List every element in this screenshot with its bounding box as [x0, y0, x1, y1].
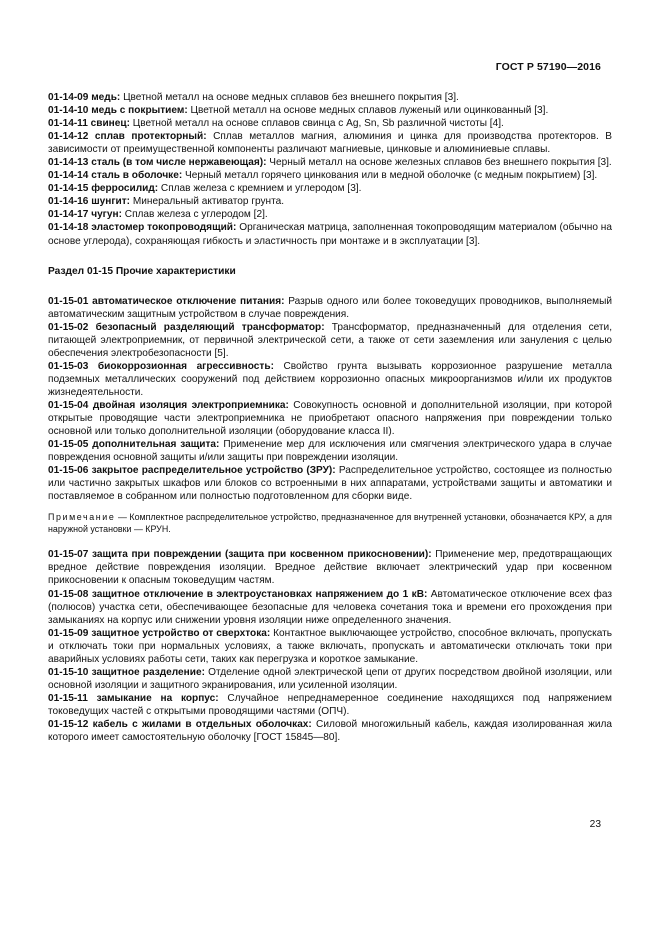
term-entry-01-14-16	[48, 195, 612, 208]
term-heading: 01-14-12 сплав протекторный:	[48, 131, 207, 143]
term-definition: Свойство грунта вызывать коррозионное разрушение металла подземных металлических сооружений под действием коррозионно опасных микроорганизмов и/или их продуктов жизнедеятельности.	[48, 360, 612, 398]
term-definition: Сплав металлов магния, алюминия и цинка для производства протекторов. В зависимости от преимущественной компоненты различают магниевые, цинковые и алюминиевые сплавы.	[48, 131, 612, 156]
note-text: — Комплектное распределительное устройство, предназначенное для внутренней установки, обозначается КРУ, а для наружной установки — КРУН.	[48, 512, 612, 535]
term-heading: 01-14-17 чугун:	[48, 209, 122, 221]
term-heading: 01-15-03 биокоррозионная агрессивность:	[48, 360, 274, 372]
note	[48, 511, 612, 535]
term-entry-01-14-11	[48, 117, 612, 130]
term-definition: Случайное непреднамеренное соединение находящихся под напряжением токоведущих частей с открытыми проводящими частями (ОПЧ).	[48, 692, 612, 717]
term-definition: Цветной металл на основе медных сплавов без внешнего покрытия [3].	[120, 92, 459, 103]
term-definition: Совокупность основной и дополнительной изоляции, при которой открытые проводящие части электроприемника не приобретают опасного напряжения при повреждении только основной или только дополнительной изоляции (оборудование класса II).	[48, 399, 612, 438]
term-definition: Черный металл на основе железных сплавов без внешнего покрытия [3].	[266, 157, 612, 169]
term-heading: 01-15-07 защита при повреждении (защита при косвенном прикосновении):	[48, 549, 432, 561]
term-entry-01-14-13	[48, 156, 612, 169]
term-heading: 01-14-15 ферросилид:	[48, 183, 159, 195]
term-definition: Цветной металл на основе сплавов свинца с Ag, Sn, Sb различной чистоты [4].	[129, 118, 504, 130]
entries-group-01-14	[48, 91, 612, 248]
entries-group-01-15-part1	[48, 295, 612, 504]
page-number: 23	[589, 819, 601, 830]
term-heading: 01-15-08 защитное отключение в электроустановках напряжением до 1 кВ:	[48, 588, 428, 600]
term-definition: Цветной металл на основе медных сплавов луженый или оцинкованный [3].	[187, 105, 549, 117]
term-heading: 01-14-14 сталь в оболочке:	[48, 170, 183, 182]
section-title: Раздел 01-15 Прочие характеристики	[48, 265, 236, 277]
term-definition: Распределительное устройство, состоящее из полностью или частично закрытых шкафов или блоков со встроенными в них аппаратами, устройствами защиты и автоматики и поставляемое в собранном или полностью подготовленном для сборки виде.	[48, 465, 612, 503]
term-definition: Контактное выключающее устройство, способное включать, пропускать и отключать токи при нормальных условиях, а также включать, пропускать и автоматически отключать токи при аварийных условиях работы сети, таких как перегрузка и короткое замыкание.	[48, 627, 612, 665]
term-entry-01-15-05	[48, 438, 612, 464]
term-entry-01-15-01	[48, 295, 612, 321]
term-heading: 01-14-18 эластомер токопроводящий:	[48, 222, 237, 234]
term-entry-01-15-12	[48, 718, 612, 744]
term-entry-01-14-10	[48, 104, 612, 117]
term-entry-01-15-08	[48, 588, 612, 627]
term-definition: Автоматическое отключение всех фаз (полюсов) участка сети, обеспечивающее безопасные для человека сочетания тока и времени его прохождения при замыканиях на корпус или снижении уровня изоляции ниже определенного значения.	[48, 588, 612, 626]
term-entry-01-15-09	[48, 627, 612, 666]
term-definition: Минеральный активатор грунта.	[130, 196, 285, 208]
term-definition: Разрыв одного или более токоведущих проводников, выполняемый автоматическим защитным устройством в случае повреждения.	[48, 295, 612, 320]
term-entry-01-15-02	[48, 321, 612, 360]
term-entry-01-14-12	[48, 130, 612, 156]
term-heading: 01-15-05 дополнительная защита:	[48, 439, 220, 451]
term-heading: 01-15-01 автоматическое отключение питания:	[48, 295, 285, 307]
term-heading: 01-14-13 сталь (в том числе нержавеющая):	[48, 157, 267, 169]
note-label: Примечание	[48, 512, 116, 523]
term-heading: 01-14-09 медь:	[48, 92, 121, 103]
term-heading: 01-15-04 двойная изоляция электроприемника:	[48, 399, 289, 411]
term-definition: Органическая матрица, заполненная токопроводящим материалом (обычно на основе углерода), сохраняющая гибкость и эластичность при монтаже и в эксплуатации [3].	[48, 222, 612, 247]
term-heading: 01-14-16 шунгит:	[48, 196, 131, 208]
term-definition: Силовой многожильный кабель, каждая изолированная жила которого имеет самостоятельную оболочку [ГОСТ 15845—80].	[48, 718, 612, 744]
term-entry-01-15-11	[48, 692, 612, 718]
document-body	[48, 91, 612, 744]
term-entry-01-15-04	[48, 399, 612, 438]
term-entry-01-15-07	[48, 548, 612, 587]
term-heading: 01-15-12 кабель с жилами в отдельных оболочках:	[48, 718, 312, 730]
term-heading: 01-15-09 защитное устройство от сверхтока:	[48, 627, 271, 639]
term-entry-01-14-09	[48, 91, 612, 104]
term-entry-01-15-03	[48, 360, 612, 399]
term-definition: Трансформатор, предназначенный для отделения сети, питающей электроприемник, от первичной электрической сети, а также от сети заземления или зануления с целью обеспечения электробезопасности [5].	[48, 321, 612, 359]
term-heading: 01-15-02 безопасный разделяющий трансформатор:	[48, 321, 325, 333]
term-definition: Черный металл горячего цинкования или в медной оболочке (с медным покрытием) [3].	[182, 170, 598, 182]
term-definition: Сплав железа с кремнием и углеродом [3].	[158, 183, 362, 195]
term-heading: 01-15-10 защитное разделение:	[48, 666, 205, 678]
term-definition: Применение мер, предотвращающих вредное действие повреждения изоляции. Вредное действие включает электрический удар при косвенном прикосновении к опасным токоведущим частям.	[48, 549, 613, 587]
term-heading: 01-15-06 закрытое распределительное устройство (ЗРУ):	[48, 465, 336, 477]
term-heading: 01-14-10 медь с покрытием:	[48, 105, 188, 117]
term-definition: Отделение одной электрической цепи от других посредством двойной изоляции, или основной изоляции и защитного экранирования, или усиленной изоляции.	[48, 666, 613, 691]
term-heading: 01-15-11 замыкание на корпус:	[48, 692, 219, 704]
term-entry-01-14-14	[48, 169, 612, 182]
standard-designation: ГОСТ Р 57190—2016	[495, 61, 601, 73]
term-entry-01-15-10	[48, 666, 612, 692]
term-entry-01-14-17	[48, 208, 612, 221]
term-heading: 01-14-11 свинец:	[48, 118, 130, 130]
term-definition: Применение мер для исключения или смягчения электрического удара в случае повреждения основной защиты и/или защиты при повреждении изоляции.	[48, 439, 612, 464]
term-definition: Сплав железа с углеродом [2].	[121, 209, 268, 221]
term-entry-01-14-15	[48, 182, 612, 195]
entries-group-01-15-part2	[48, 548, 612, 744]
term-entry-01-14-18	[48, 221, 612, 247]
term-entry-01-15-06	[48, 464, 612, 503]
